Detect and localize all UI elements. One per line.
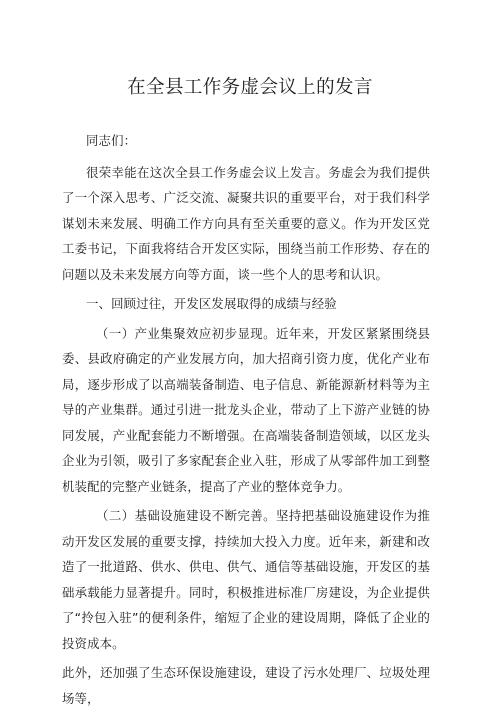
paragraph-industry-cluster: （一）产业集聚效应初步显现。近年来，开发区紧紧围绕县委、县政府确定的产业发展方向，加大招商引资力度，优化产业布局，逐步形成了以高端装备制造、电子信息、新能源新材料等为主导的产业集群。通过引进一批龙头企业，带动了上下游产业链的协同发展，产业配套能力不断增强。在高端装备制造领域，以区龙头企业为引领，吸引了多家配套企业入驻，形成了从零部件加工到整机装配的完整产业链条，提高了产业的整体竞争力。 — [62, 325, 430, 494]
paragraph-infrastructure: （二）基础设施建设不断完善。坚持把基础设施建设作为推动开发区发展的重要支撑，持续加大投入力度。近年来，新建和改造了一批道路、供水、供电、供气、通信等基础设施，开发区的基础承载能力显著提升。同时，积极推进标准厂房建设，为企业提供了“拎包入驻”的便利条件，缩短了企业的建设周期，降低了企业的投资成本。 — [62, 508, 430, 651]
salutation: 同志们： — [86, 133, 137, 148]
document-title: 在全县工作务虚会议上的发言 — [127, 77, 373, 98]
section-heading-1: 一、回顾过往，开发区发展取得的成绩与经验 — [86, 296, 337, 311]
paragraph-intro: 很荣幸能在这次全县工作务虚会议上发言。务虚会为我们提供了一个深入思考、广泛交流、凝聚共识的重要平台，对于我们科学谋划未来发展、明确工作方向具有至关重要的意义。作为开发区党工委书记，下面我将结合开发区实际，围绕当前工作形势、存在的问题以及未来发展方向等方面，谈一些个人的思考和认识。 — [62, 164, 430, 282]
paragraph-environment: 此外，还加强了生态环保设施建设，建设了污水处理厂、垃圾处理场等， — [62, 665, 430, 706]
